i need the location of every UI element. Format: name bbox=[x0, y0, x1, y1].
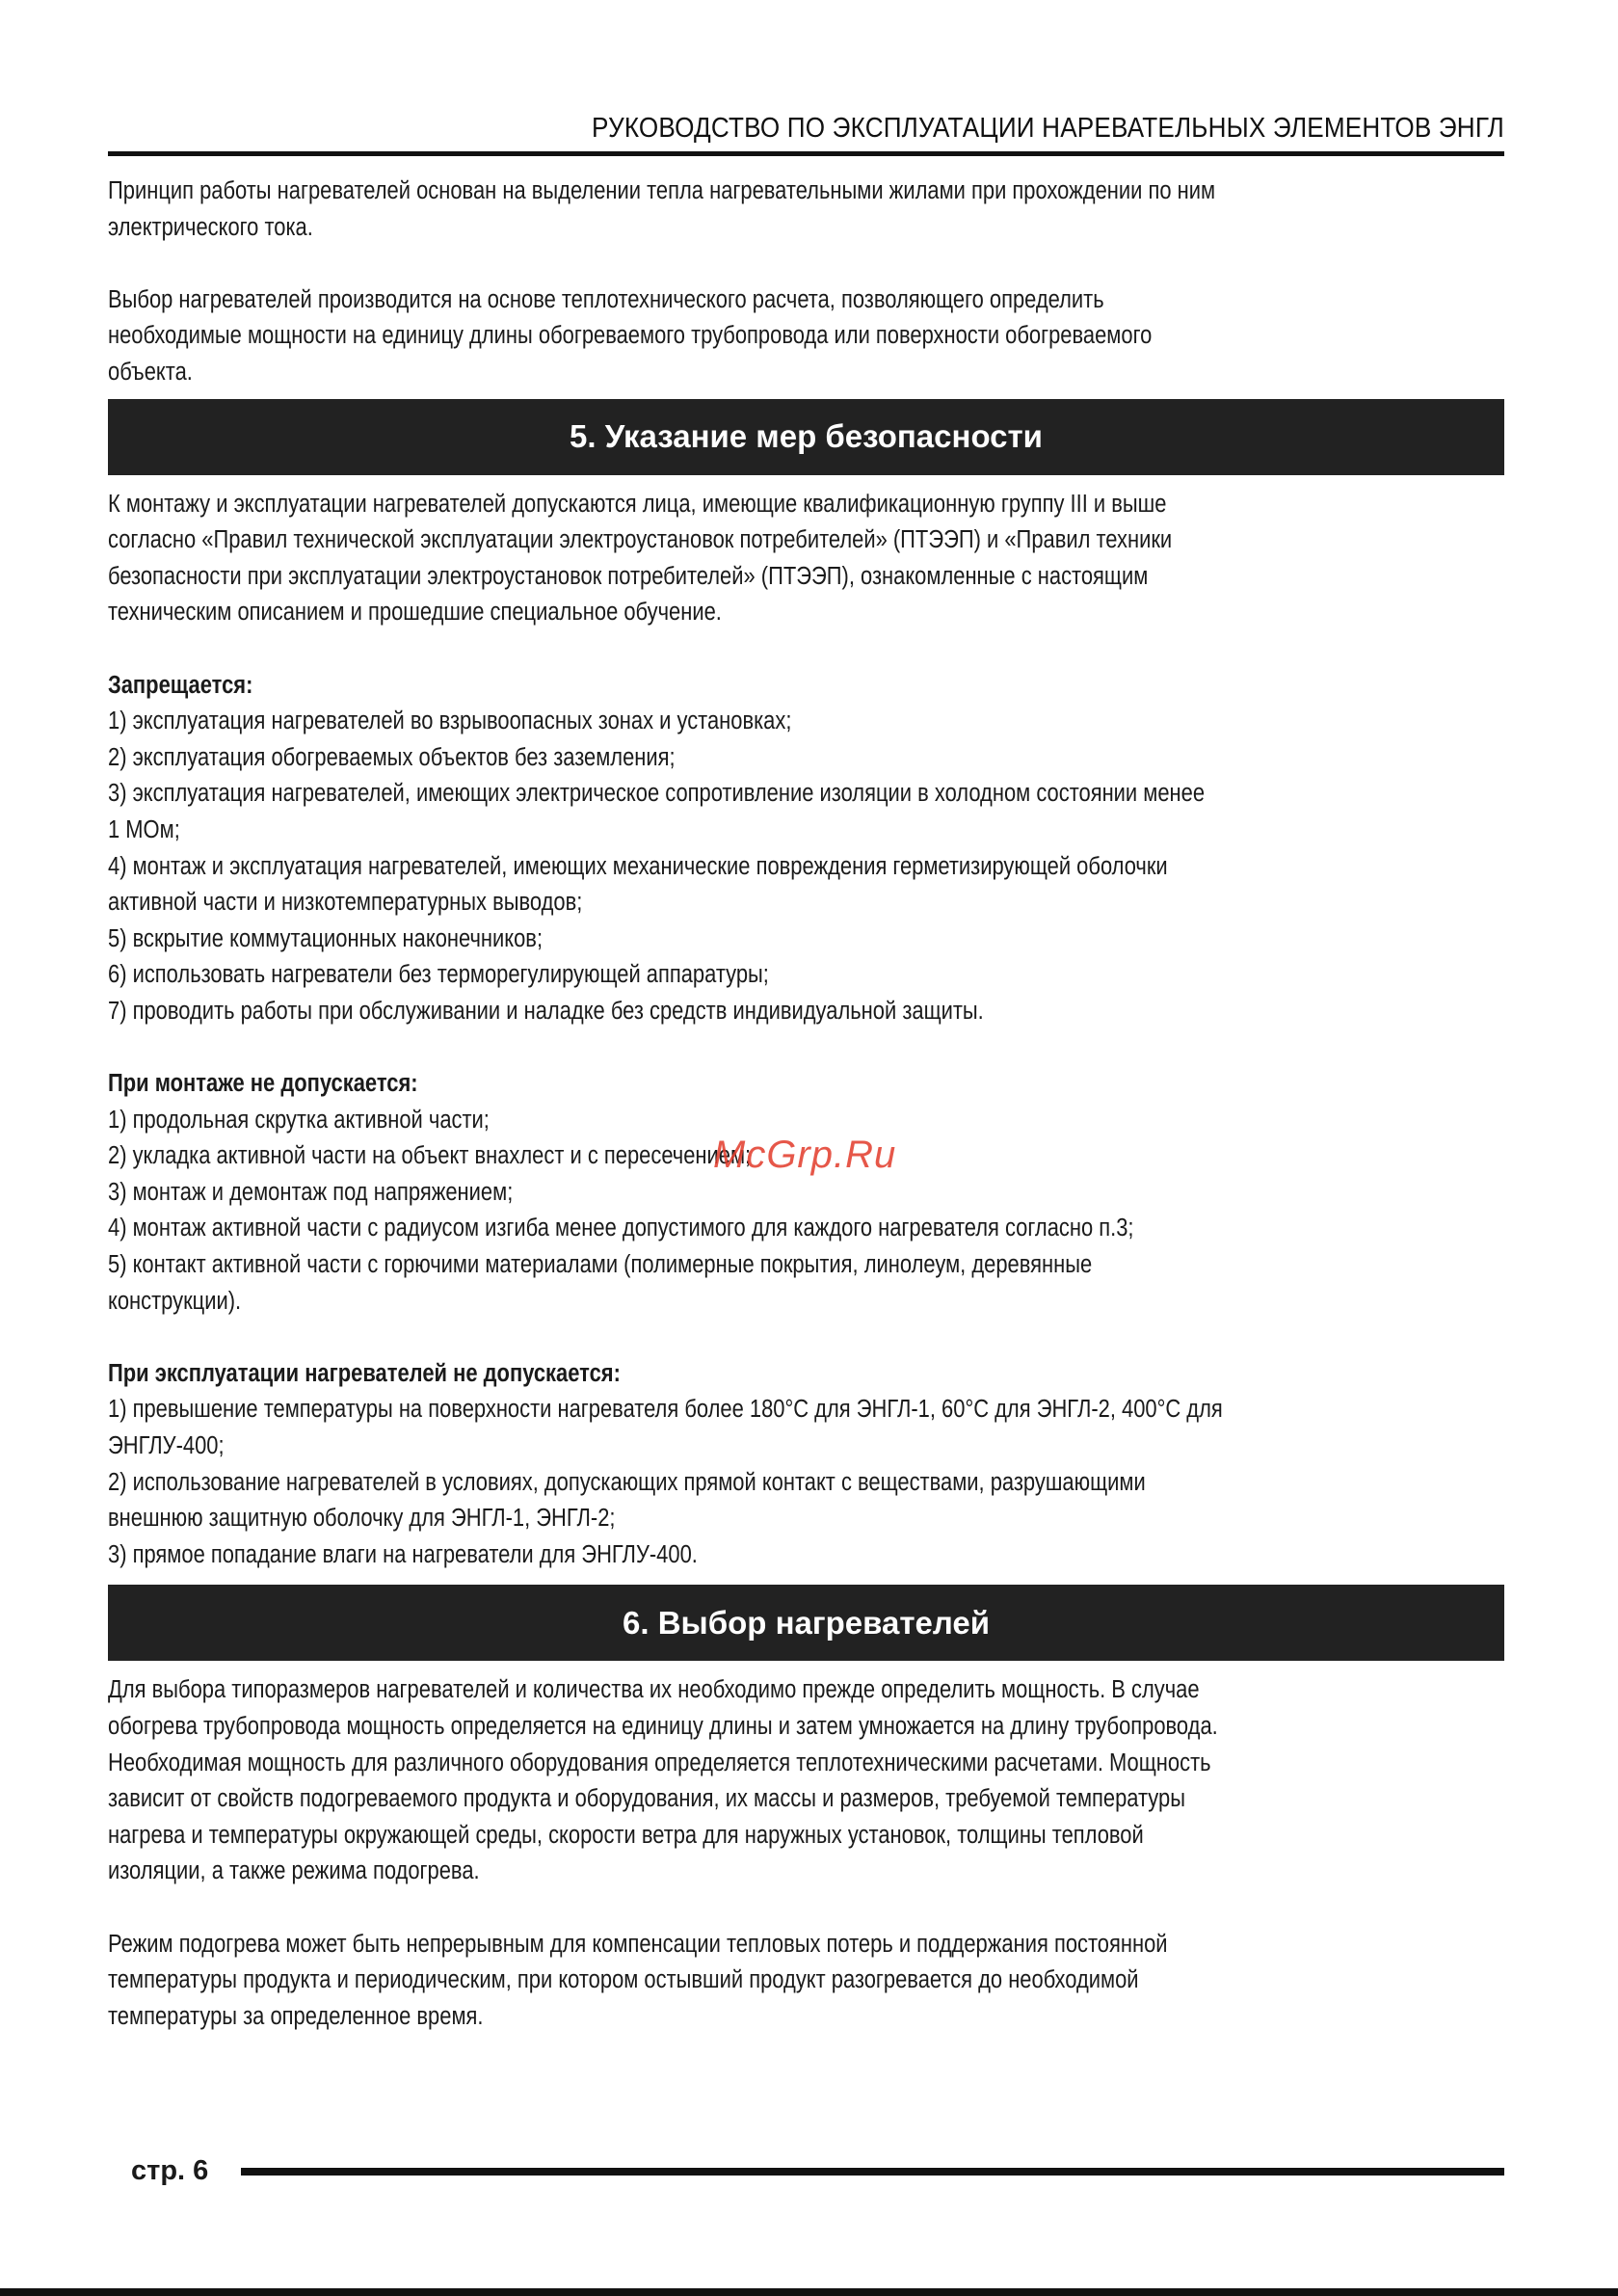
section-6-text-line: температуры за определенное время. bbox=[108, 2002, 484, 2030]
list-item: 3) прямое попадание влаги на нагреватели для ЭНГЛУ-400. bbox=[108, 1540, 698, 1568]
section-5-text-line: техническим описанием и прошедшие специальное обучение. bbox=[108, 599, 722, 627]
section-6-title: 6. Выбор нагревателей bbox=[623, 1604, 990, 1641]
list-item: 1) эксплуатация нагревателей во взрывоопасных зонах и установках; bbox=[108, 707, 792, 735]
list-item: 3) монтаж и демонтаж под напряжением; bbox=[108, 1178, 514, 1206]
section-5-text-line: К монтажу и эксплуатации нагревателей допускаются лица, имеющие квалификационную группу III и выше bbox=[108, 490, 1167, 518]
section-6-heading bbox=[108, 1585, 1504, 1661]
section-6-text-line: зависит от свойств подогреваемого продукта и оборудования, их массы и размеров, требуемой температуры bbox=[108, 1785, 1185, 1813]
header-rule bbox=[108, 151, 1504, 156]
intro-line: необходимые мощности на единицу длины обогреваемого трубопровода или поверхности обогреваемого bbox=[108, 322, 1153, 350]
list-item: ЭНГЛУ-400; bbox=[108, 1432, 225, 1459]
section-6-text-line: Для выбора типоразмеров нагревателей и количества их необходимо прежде определить мощность. В случае bbox=[108, 1676, 1200, 1704]
section-6-text-line: Режим подогрева может быть непрерывным для компенсации тепловых потерь и поддержания постоянной bbox=[108, 1930, 1168, 1958]
intro-line: объекта. bbox=[108, 358, 193, 386]
section-5-heading bbox=[108, 399, 1504, 475]
list-item: 2) эксплуатация обогреваемых объектов без заземления; bbox=[108, 743, 676, 771]
page-content bbox=[108, 174, 1504, 2035]
watermark: McGrp.Ru bbox=[713, 1134, 897, 1176]
list-item: внешнюю защитную оболочку для ЭНГЛ-1, ЭНГЛ-2; bbox=[108, 1505, 616, 1533]
list-item: 7) проводить работы при обслуживании и наладке без средств индивидуальной защиты. bbox=[108, 997, 984, 1025]
list-item: 6) использовать нагреватели без терморегулирующей аппаратуры; bbox=[108, 961, 769, 989]
list-item: 2) укладка активной части на объект внахлест и с пересечением; bbox=[108, 1142, 752, 1170]
list-item: 2) использование нагревателей в условиях, допускающих прямой контакт с веществами, разрушающими bbox=[108, 1468, 1146, 1496]
section-6-text-line: изоляции, а также режима подогрева. bbox=[108, 1857, 480, 1885]
footer-rule bbox=[241, 2168, 1504, 2176]
intro-line: Принцип работы нагревателей основан на выделении тепла нагревательными жилами при прохождении по ним bbox=[108, 177, 1216, 204]
list-item: 5) вскрытие коммутационных наконечников; bbox=[108, 924, 544, 952]
intro-line: Выбор нагревателей производится на основе теплотехнического расчета, позволяющего определить bbox=[108, 285, 1104, 313]
section-6-text-line: температуры продукта и периодическим, при котором остывший продукт разогревается до необходимой bbox=[108, 1966, 1139, 1994]
forbidden-heading: Запрещается: bbox=[108, 671, 253, 699]
section-6-text-line: обогрева трубопровода мощность определяется на единицу длины и затем умножается на длину трубопровода. bbox=[108, 1712, 1218, 1740]
list-item: 1) превышение температуры на поверхности нагревателя более 180°С для ЭНГЛ-1, 60°С для ЭНГЛ-2, 400°С для bbox=[108, 1396, 1223, 1424]
running-header: РУКОВОДСТВО ПО ЭКСПЛУАТАЦИИ НАРЕВАТЕЛЬНЫХ ЭЛЕМЕНТОВ ЭНГЛ bbox=[592, 113, 1504, 144]
section-6-text-line: Необходимая мощность для различного оборудования определяется теплотехническими расчетами. Мощность bbox=[108, 1749, 1211, 1776]
list-item: 1) продольная скрутка активной части; bbox=[108, 1106, 490, 1134]
bottom-edge bbox=[0, 2288, 1618, 2296]
page-number: стр. 6 bbox=[131, 2155, 209, 2186]
list-item: активной части и низкотемпературных выводов; bbox=[108, 889, 583, 917]
intro-line: электрического тока. bbox=[108, 213, 313, 241]
list-item: 1 МОм; bbox=[108, 815, 180, 843]
section-5-text-line: безопасности при эксплуатации электроустановок потребителей» (ПТЭЭП), ознакомленные с настоящим bbox=[108, 562, 1149, 590]
list-item: 3) эксплуатация нагревателей, имеющих электрическое сопротивление изоляции в холодном состоянии менее bbox=[108, 780, 1206, 808]
list-item: 4) монтаж и эксплуатация нагревателей, имеющих механические повреждения герметизирующей оболочки bbox=[108, 852, 1168, 880]
operate-heading: При эксплуатации нагревателей не допускается: bbox=[108, 1359, 621, 1387]
list-item: 5) контакт активной части с горючими материалами (полимерные покрытия, линолеум, деревянные bbox=[108, 1251, 1093, 1279]
list-item: 4) монтаж активной части с радиусом изгиба менее допустимого для каждого нагревателя согласно п.3; bbox=[108, 1215, 1134, 1242]
mount-heading: При монтаже не допускается: bbox=[108, 1070, 418, 1098]
section-5-text-line: согласно «Правил технической эксплуатации электроустановок потребителей» (ПТЭЭП) и «Правил техники bbox=[108, 526, 1173, 554]
section-5-title: 5. Указание мер безопасности bbox=[570, 418, 1043, 455]
section-6-text-line: нагрева и температуры окружающей среды, скорости ветра для наружных установок, толщины тепловой bbox=[108, 1821, 1144, 1849]
list-item: конструкции). bbox=[108, 1287, 242, 1315]
